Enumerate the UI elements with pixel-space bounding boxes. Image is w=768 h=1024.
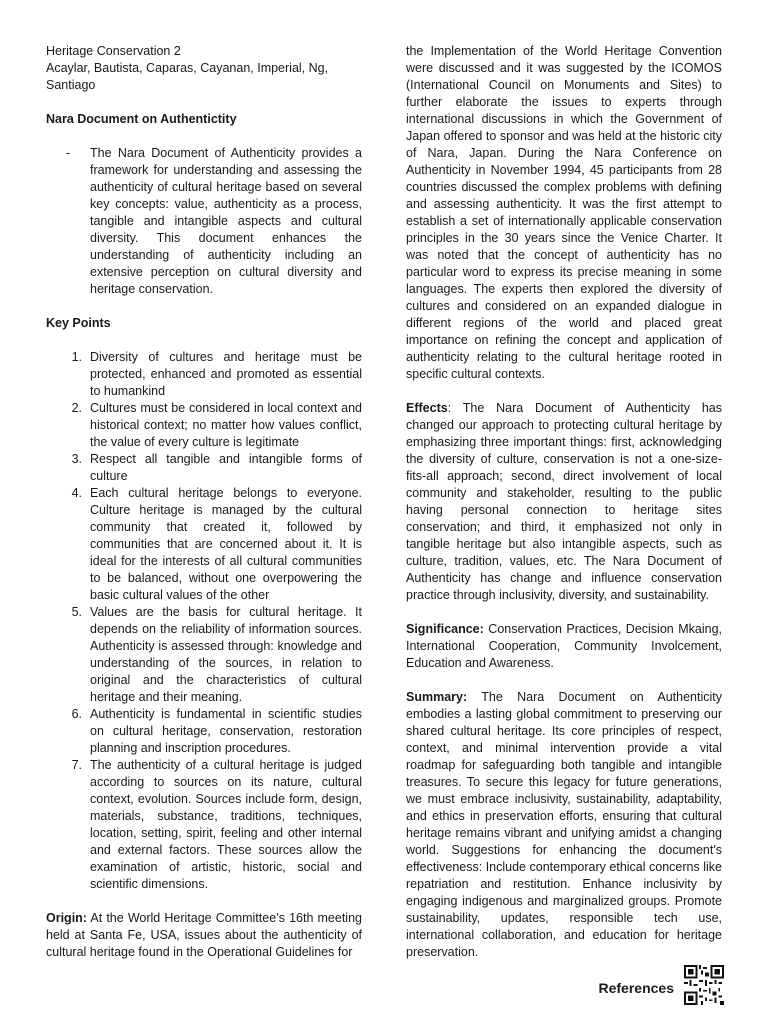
list-item: 6. Authenticity is fundamental in scientific studies on cultural heritage, conservation, restoration planning and inscription procedures. bbox=[71, 707, 362, 755]
references-label: References bbox=[598, 979, 674, 996]
origin-paragraph bbox=[46, 910, 362, 961]
summary-label: Summary: bbox=[406, 690, 468, 704]
intro-text: The Nara Document of Authenticity provides a framework for understanding and assessing the authenticity of cultural heritage based on several key concepts: value, authenticity as a process, tangible and intangible aspects and cultural diversity. This document enhances the understanding of authenticity including an extensive perception on cultural diversity and heritage conservation. bbox=[90, 146, 362, 296]
dash-bullet: - bbox=[66, 146, 71, 160]
summary-paragraph bbox=[406, 689, 722, 961]
document-title: Nara Document on Authentictity bbox=[46, 112, 237, 126]
significance-text: Conservation Practices, Decision Mkaing, International Cooperation, Community Involcement, Education and Awareness. bbox=[406, 622, 722, 670]
list-item: 2. Cultures must be considered in local context and historical context; no matter how values conflict, the value of every culture is legitimate bbox=[71, 401, 362, 449]
qr-code-icon bbox=[684, 965, 724, 1005]
origin-label: Origin: bbox=[46, 911, 87, 925]
authors: Acaylar, Bautista, Caparas, Cayanan, Imperial, Ng, Santiago bbox=[46, 61, 329, 92]
list-item: 7. The authenticity of a cultural heritage is judged according to sources on its nature, cultural context, evolution. Sources include form, design, materials, substance, traditions, techniques, location, setting, spirit, feeling and other internal and external factors. These sources allow the examination of artistic, historic, social and scientific dimensions. bbox=[71, 758, 362, 891]
intro-bullet-item bbox=[46, 145, 362, 298]
summary-text: The Nara Document on Authenticity embodies a lasting global commitment to preserving our shared cultural heritage. Its core principles of respect, context, and minimal intervention provide a vital roadmap for safeguarding both tangible and intangible treasures. To secure this legacy for future generations, we must embrace inclusivity, sustainability, adaptability, and ethics in preservation efforts, ensuring that cultural heritage remains vibrant and unifying amidst a changing world. Suggestions for enhancing the document's effectiveness: Include contemporary ethical concerns like repatriation and restitution. Enhance inclusivity by engaging indigenous and marginalized groups. Promote sustainability, updates, responsible tech use, international collaboration, and education for heritage preservation. bbox=[406, 690, 722, 959]
list-item: 1. Diversity of cultures and heritage must be protected, enhanced and promoted as essential to humankind bbox=[71, 350, 362, 398]
left-column bbox=[46, 43, 362, 961]
list-item: 4. Each cultural heritage belongs to everyone. Culture heritage is managed by the cultural community that created it, followed by communities that are concerned about it. It is ideal for the interests of all cultural communities to be balanced, without one overpowering the basic cultural values of the other bbox=[71, 486, 362, 602]
key-points-heading: Key Points bbox=[46, 316, 111, 330]
course-title: Heritage Conservation 2 bbox=[46, 44, 181, 58]
origin-continued: the Implementation of the World Heritage Convention were discussed and it was suggested by the ICOMOS (International Council on Monuments and Sites) to further elaborate the issues to experts through international discussions in which the Government of Japan offered to sponsor and was held at the historic city of Nara, Japan. During the Nara Conference on Authenticity in November 1994, 45 participants from 28 countries discussed the complex problems with defining and assessing authenticity. It was the first attempt to establish a set of internationally applicable conservation principles in the 30 years since the Venice Charter. It was noted that the concept of authenticity has no particular word to express its precise meaning in some languages. The experts then explored the diversity of cultures and considered on an expanded dialogue in different regions of the world and placed great importance on refining the concept and application of authenticity relating to the cultural heritage rooted in specific cultural contexts. bbox=[406, 44, 722, 381]
right-column bbox=[406, 43, 722, 961]
list-item: 3. Respect all tangible and intangible forms of culture bbox=[71, 452, 362, 483]
effects-text: : The Nara Document of Authenticity has changed our approach to protecting cultural heritage by emphasizing three important things: first, acknowledging the diversity of culture, conservation is not a one-size-fits-all approach; second, direct involvement of local community and stakeholder, resulting to the public having personal connection to heritage sites conservation; and third, it emphasized not only in tangible heritage but also intangible aspects, such as culture, tradition, values, etc. The Nara Document of Authenticity has change and influence conservation practice through inclusivity, diversity, and sustainability. bbox=[406, 401, 722, 602]
key-points-list bbox=[46, 349, 362, 893]
list-item: 5. Values are the basis for cultural heritage. It depends on the reliability of information sources. Authenticity is assessed through: knowledge and understanding of the sources, in relation to original and the characteristics of cultural heritage and their meaning. bbox=[71, 605, 362, 704]
significance-label: Significance: bbox=[406, 622, 484, 636]
significance-paragraph bbox=[406, 621, 722, 672]
origin-text-start: At the World Heritage Committee’s 16th meeting held at Santa Fe, USA, issues about the authenticity of cultural heritage found in the Operational Guidelines for bbox=[46, 911, 362, 959]
references-footer bbox=[584, 962, 724, 1008]
effects-label: Effects bbox=[406, 401, 448, 415]
effects-paragraph bbox=[406, 400, 722, 604]
